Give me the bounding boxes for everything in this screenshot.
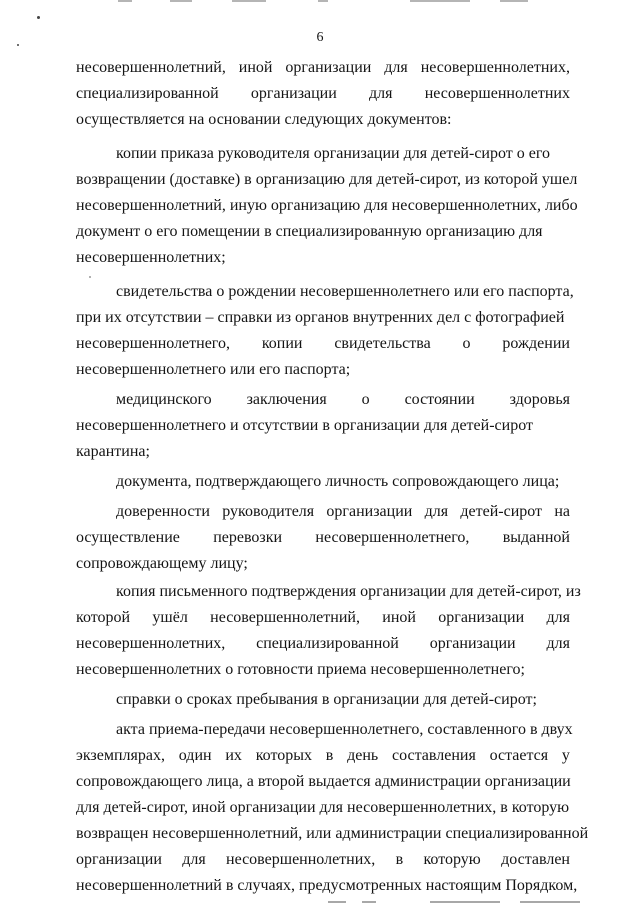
text-word: выданной [502, 529, 570, 546]
scan-artifact [362, 901, 376, 903]
text-word: несовершеннолетнего, [76, 335, 230, 352]
scan-artifact [520, 901, 580, 903]
text-run: свидетельства о рождении несовершеннолетнего или его паспорта, [116, 283, 574, 300]
text-line [76, 687, 570, 713]
text-word: для [369, 85, 393, 102]
text-word: перевозки [213, 529, 283, 546]
text-word: о [361, 391, 370, 408]
scan-artifact [328, 901, 346, 903]
text-word: для [182, 851, 206, 868]
paragraph [76, 687, 570, 713]
text-run: документ о его помещении в специализированную организацию для [76, 223, 543, 240]
text-run: осуществляется на основании следующих документов: [76, 111, 452, 128]
text-word: на [554, 503, 570, 520]
text-line [76, 579, 581, 605]
text-word: для [424, 503, 449, 520]
text-line [76, 167, 578, 193]
text-line [76, 717, 573, 743]
scan-artifact [318, 0, 328, 2]
text-word: несовершеннолетних, [76, 635, 226, 652]
text-run: возвращен несовершеннолетний, или администрации специализированной [76, 825, 589, 842]
text-word: для [546, 609, 570, 626]
text-run: несовершеннолетнего или его паспорта; [76, 361, 351, 378]
text-word: для [546, 635, 570, 652]
text-word: экземплярах, [76, 747, 165, 764]
paragraph [76, 141, 578, 271]
text-word: детей-сирот [460, 503, 543, 520]
text-line [76, 657, 570, 683]
text-word: организации [438, 609, 525, 626]
text-word: день [347, 747, 379, 764]
scan-artifact [118, 0, 132, 2]
text-word: свидетельства [334, 335, 431, 352]
text-line [76, 439, 570, 465]
text-word: которых [255, 747, 312, 764]
scan-speck [37, 16, 40, 19]
text-line [76, 631, 570, 657]
text-run: несовершеннолетнего и отсутствии в организации для детей-сирот [76, 417, 533, 434]
text-word: несовершеннолетних, [226, 851, 376, 868]
page-number: 6 [316, 30, 324, 45]
text-line [76, 81, 570, 107]
text-line [76, 469, 570, 495]
text-line [76, 525, 570, 551]
text-word: остается [489, 747, 549, 764]
text-run: для детей-сирот, иной организации для несовершеннолетних, в которую [76, 799, 570, 816]
text-line [76, 499, 570, 525]
text-word: несовершеннолетнего, [315, 529, 470, 546]
text-word: у [561, 747, 570, 764]
text-word: здоровья [509, 391, 570, 408]
paragraph [76, 55, 570, 133]
text-word: организации [250, 85, 337, 102]
text-run: несовершеннолетних; [76, 249, 226, 266]
text-line [76, 245, 570, 271]
text-line [76, 279, 574, 305]
text-word: несовершеннолетний, [210, 609, 360, 626]
text-line [76, 305, 570, 331]
text-word: иной [382, 609, 416, 626]
text-line [76, 795, 570, 821]
text-word: несовершеннолетних [424, 85, 570, 102]
text-line [76, 219, 570, 245]
text-run: копии приказа руководителя организации для детей-сирот о его [116, 145, 551, 162]
text-word: организации [429, 635, 516, 652]
paragraph [76, 499, 570, 577]
text-line [76, 847, 570, 873]
text-word: составления [392, 747, 476, 764]
text-word: медицинского [116, 391, 212, 408]
text-word: копии [261, 335, 303, 352]
text-line [76, 551, 570, 577]
text-word: несовершеннолетний, [76, 59, 226, 76]
text-run: документа, подтверждающего личность сопровождающего лица; [116, 473, 560, 490]
scan-artifact [430, 901, 500, 903]
text-word: специализированной [256, 635, 399, 652]
text-run: справки о сроках пребывания в организации для детей-сирот; [116, 691, 537, 708]
text-word: в [395, 851, 404, 868]
text-run: копия письменного подтверждения организации для детей-сирот, из [116, 583, 581, 600]
text-line [76, 357, 570, 383]
text-word: организации [285, 59, 372, 76]
text-word: рождении [502, 335, 570, 352]
text-word: иной [238, 59, 273, 76]
scan-artifact [410, 0, 470, 2]
scan-artifact [170, 0, 192, 2]
text-line [76, 193, 578, 219]
text-word: руководителя [222, 503, 315, 520]
scan-artifact [232, 0, 266, 2]
text-word: которую [423, 851, 481, 868]
text-line [76, 107, 570, 133]
scan-artifact [500, 0, 528, 2]
text-word: состоянии [404, 391, 475, 408]
text-word: организации [326, 503, 413, 520]
text-word: их [225, 747, 242, 764]
text-word: специализированной [76, 85, 219, 102]
text-line [76, 769, 570, 795]
paragraph [76, 717, 589, 899]
text-line [76, 743, 570, 769]
text-word: заключения [246, 391, 327, 408]
text-run: сопровождающего лица, а второй выдается администрации организации [76, 773, 571, 790]
text-word: доверенности [116, 503, 210, 520]
text-run: несовершеннолетний, иную организацию для несовершеннолетних, либо [76, 197, 578, 214]
text-word: в [325, 747, 334, 764]
text-word: ушёл [152, 609, 188, 626]
text-line [76, 821, 589, 847]
text-word: доставлен [501, 851, 570, 868]
text-word: организации [76, 851, 162, 868]
paragraph [76, 579, 581, 683]
paragraph [76, 279, 574, 383]
text-line [76, 141, 570, 167]
text-run: возвращении (доставке) в организацию для детей-сирот, из которой ушел [76, 171, 578, 188]
text-run: несовершеннолетний в случаях, предусмотренных настоящим Порядком, [76, 877, 578, 894]
text-run: при их отсутствии – справки из органов внутренних дел с фотографией [76, 309, 565, 326]
paragraph [76, 469, 570, 495]
text-word: о [462, 335, 471, 352]
paragraph [76, 387, 570, 465]
text-line [76, 873, 578, 899]
text-line [76, 605, 570, 631]
text-line [76, 413, 570, 439]
text-line [76, 331, 570, 357]
text-word: осуществление [76, 529, 180, 546]
text-word: несовершеннолетних, [420, 59, 570, 76]
document-body [76, 55, 589, 899]
text-run: сопровождающему лицу; [76, 555, 248, 572]
text-run: карантина; [76, 443, 150, 460]
text-run: акта приема-передачи несовершеннолетнего, составленного в двух [116, 721, 573, 738]
text-line [76, 55, 570, 81]
text-word: для [384, 59, 408, 76]
text-word: один [178, 747, 212, 764]
text-run: несовершеннолетних о готовности приема несовершеннолетнего; [76, 661, 525, 678]
text-word: которой [76, 609, 131, 626]
text-line [76, 387, 570, 413]
